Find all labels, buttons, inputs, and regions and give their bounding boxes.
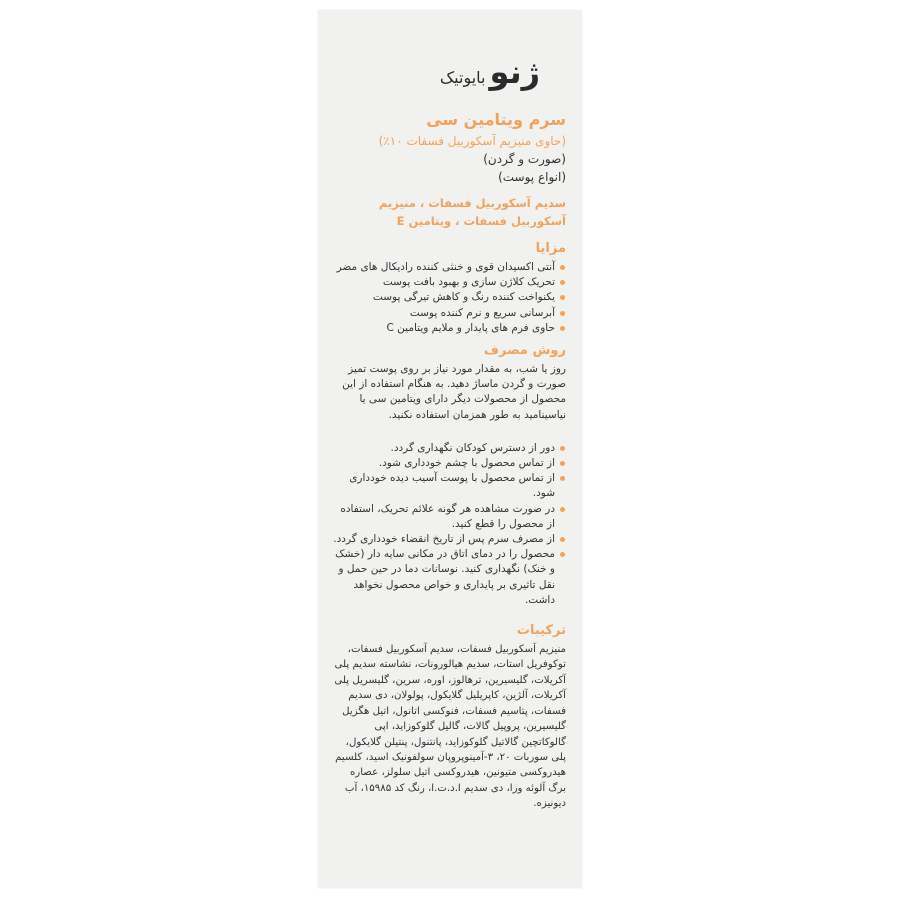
composition-text: منیزیم آسکوربیل فسفات، سدیم آسکوربیل فسفات، توکوفریل استات، سدیم هیالورونات، نشاسته سدیم پلی آکریلات، گلیسیرین، ترهالوز، اوره، سرین، گلیسریل پلی آکریلات، آلژین، کاپریلیل گلایکول، پولولان، دی سدیم فسفات، پتاسیم فسفات، فنوکسی اتانول، اتیل هگزیل گلیسیرین، پروپیل گالات، گالیل گلوکوزاید، اپی گالوکاتچین گالاتیل گلوکوزاید، پانتنول، پنتیلن گلایکول، پلی سوربات ۲۰، ۳-آمینوپروپان سولفونیک اسید، کلسیم هیدروکسی متیونین، هیدروکسی اتیل سلولز، عصاره برگ آلوئه ورا، دی سدیم ا.د.ت.ا، رنگ کد ۱۵۹۸۵، آب دیونیزه. <box>334 644 566 810</box>
benefit-item: یکنواخت کننده رنگ و کاهش تیرگی پوست <box>332 290 566 305</box>
product-actives: سدیم آسکوربیل فسفات ، منیزیم آسکوربیل فسفات ، ویتامین E <box>378 196 566 228</box>
benefit-item: حاوی فرم های پایدار و ملایم ویتامین C <box>332 321 566 336</box>
warning-item: در صورت مشاهده هر گونه علائم تحریک، استفاده از محصول را قطع کنید. <box>332 502 566 532</box>
benefit-item: تحریک کلاژن سازی و بهبود بافت پوست <box>332 275 566 290</box>
label-content <box>332 110 566 812</box>
product-subtitle: (حاوی منیزیم آسکوربیل فسفات ۱۰٪) <box>378 134 566 148</box>
product-area: (صورت و گردن) <box>483 152 566 166</box>
warning-item: از مصرف سرم پس از تاریخ انقضاء خودداری گردد. <box>332 532 566 547</box>
benefits-heading: مزایا <box>535 241 566 256</box>
benefit-item: آبرسانی سریع و نرم کننده پوست <box>332 306 566 321</box>
usage-heading: روش مصرف <box>483 343 566 359</box>
composition-heading: ترکیبات <box>516 623 566 639</box>
product-title: سرم ویتامین سی <box>426 110 566 129</box>
warning-item: محصول را در دمای اتاق در مکانی سایه دار (خشک و خنک) نگهداری کنید. نوسانات دما در حین حمل و نقل تاثیری بر پایداری و خواص محصول نخواهد داشت. <box>332 547 566 608</box>
warning-item: دور از دسترس کودکان نگهداری گردد. <box>332 441 566 456</box>
warning-item: از تماس محصول با چشم خودداری شود. <box>332 456 566 471</box>
product-skin-type: (انواع پوست) <box>498 170 566 184</box>
benefits-list <box>332 260 566 336</box>
usage-text: روز یا شب، به مقدار مورد نیاز بر روی پوست تمیز صورت و گردن ماساژ دهید. به هنگام استفاده از این محصول از محصولات دیگر دارای ویتامین سی یا نیاسینامید به طور همزمان استفاده نکنید. <box>342 363 566 421</box>
warning-item: از تماس محصول با پوست آسیب دیده خودداری شود. <box>332 471 566 501</box>
product-box-panel <box>318 10 582 888</box>
brand-sub: بایوتیک <box>439 68 486 87</box>
brand-logo <box>439 53 540 91</box>
warnings-list <box>332 441 566 608</box>
brand-mark: ژنو <box>489 53 540 91</box>
benefit-item: آنتی اکسیدان قوی و خنثی کننده رادیکال های مضر <box>332 260 566 275</box>
